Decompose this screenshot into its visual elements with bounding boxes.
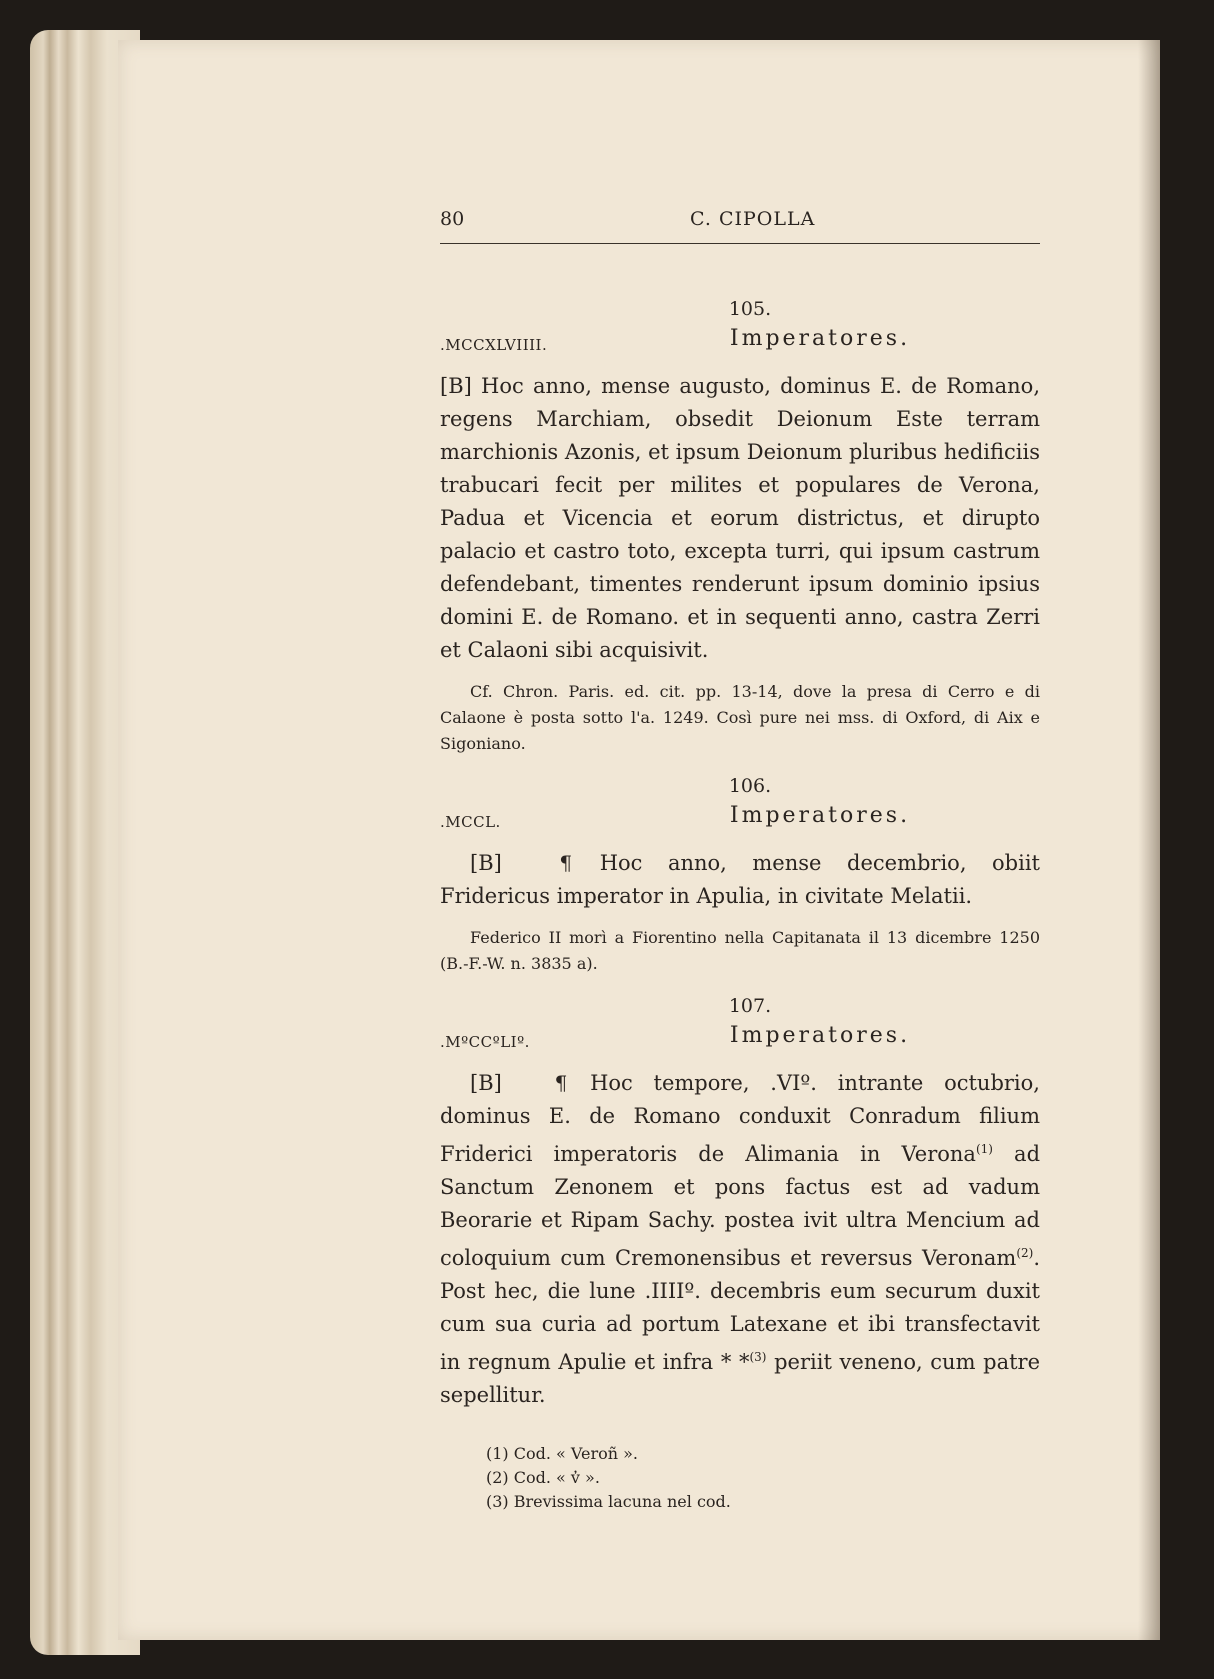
entry-year: .MCCXLVIIII. [440, 336, 548, 354]
entry-title-row [440, 803, 1040, 841]
page-gutter-shadow [1138, 40, 1160, 1640]
entry-number: 105. [728, 298, 772, 320]
entry-number: 107. [728, 995, 772, 1017]
page-body [440, 298, 1040, 1514]
entry-note: Federico II morì a Fiorentino nella Capitanata il 13 dicembre 1250 (B.-F.-W. n. 3835 a). [440, 928, 1040, 973]
entry-text-part: . Post hec, die lune .IIIIº. decembris eum securum duxit cum sua curia ad portum Latexane et ibi transfectavit in regnum Apulie et infra [440, 1246, 1040, 1374]
footnotes [440, 1442, 1040, 1514]
entry-text: [B] Hoc anno, mense augusto, dominus E. de Romano, regens Marchiam, obsedit Deionum Este terram marchionis Azonis, et ipsum Deionum pluribus hedificiis trabucari fecit per milites et populares de Verona, Padua et Vicencia et eorum districtus, et dirupto palacio et castro toto, excepta turri, qui ipsum castrum defendebant, timentes renderunt ipsum dominio ipsius domini E. de Romano. et in sequenti anno, castra Zerri et Calaoni sibi acquisivit. [440, 374, 1040, 662]
entry-section: Imperatores. [729, 803, 911, 828]
entry-text-block [440, 847, 1040, 913]
entry-number: 106. [728, 775, 772, 797]
entry-title-row [440, 1023, 1040, 1061]
footnote-ref: (3) [749, 1350, 767, 1364]
footnote: (1) Cod. « Veroñ ». [486, 1444, 639, 1463]
entry-year: .MCCL. [440, 813, 501, 831]
source-siglum: [B] [470, 851, 502, 875]
running-head-author: C. CIPOLLA [690, 208, 816, 230]
header-rule [440, 243, 1040, 244]
footnote: (3) Brevissima lacuna nel cod. [486, 1492, 731, 1511]
annal-entry [440, 298, 1040, 757]
entry-text: Hoc anno, mense decembrio, obiit Fridericus imperator in Apulia, in civitate Melatii. [440, 851, 1041, 908]
paragraph-mark: ¶ [559, 851, 573, 875]
entry-section: Imperatores. [729, 326, 911, 351]
footnote-ref: (2) [1016, 1246, 1034, 1260]
entry-text-part: ad Sanctum Zenonem et pons factus est ad vadum Beorarie et Ripam Sachy. postea ivit ultra Mencium ad coloquium cum Cremonensibus et reversus Veronam [440, 1142, 1041, 1270]
footnote: (2) Cod. « v̓ ». [486, 1468, 600, 1487]
entry-title-row [440, 326, 1040, 364]
source-siglum: [B] [470, 1071, 502, 1095]
entry-text-part: periit veneno, cum patre sepellitur. [440, 1350, 1040, 1407]
entry-note: Cf. Chron. Paris. ed. cit. pp. 13-14, dove la presa di Cerro e di Calaone è posta sotto l'a. 1249. Così pure nei mss. di Oxford, di Aix e Sigoniano. [440, 682, 1040, 753]
annal-entry [440, 995, 1040, 1412]
annal-entry [440, 775, 1040, 977]
paragraph-mark: ¶ [554, 1071, 568, 1095]
entry-text-block [440, 1067, 1040, 1412]
entry-text-part: Hoc tempore, .VIº. intrante octubrio, dominus E. de Romano conduxit Conradum filium Friderici imperatoris de Alimania in Verona [440, 1071, 1040, 1166]
entry-year: .MºCCºLIº. [440, 1033, 530, 1051]
lacuna-mark: * * [720, 1350, 750, 1374]
footnote-ref: (1) [975, 1142, 993, 1156]
page-number: 80 [440, 208, 465, 230]
entry-section: Imperatores. [729, 1023, 911, 1048]
